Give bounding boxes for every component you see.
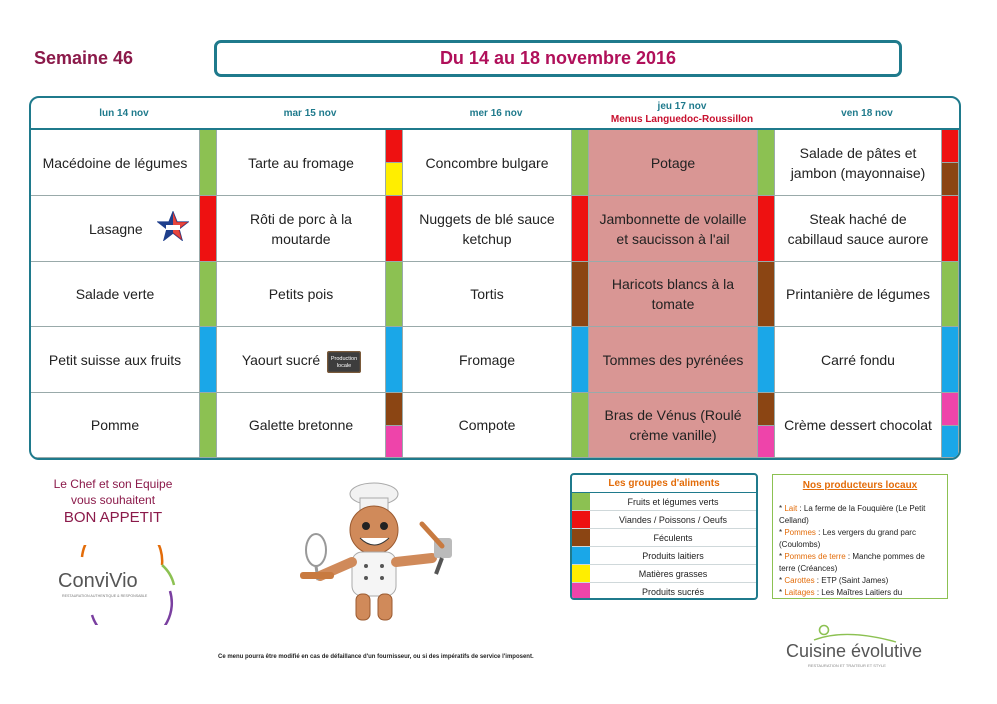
legend-item [572,565,756,583]
producer-item: * Lait : La ferme de la Fouquière (Le Petit Celland) [779,504,926,525]
food-group-strip-red [386,130,403,163]
legend-item [572,547,756,565]
dish-name: Jambonnette de volaille et saucisson à l'ail [599,210,747,247]
food-group-strip-blue [942,426,959,459]
food-group-strip-red [758,196,775,262]
food-group-strip-brown [942,163,959,196]
producers-title: Nos producteurs locaux [802,480,918,491]
food-group-strip-blue [386,327,403,393]
food-group-strip-red [572,196,589,262]
food-group-strip-pink [386,426,403,459]
food-group-strip-blue [572,327,589,393]
legend-label: Fruits et légumes verts [627,497,719,507]
food-group-strip-brown [758,393,775,426]
food-group-strip-red [942,130,959,163]
food-group-strip-green [386,262,403,327]
producer-product: Carottes [784,576,815,585]
producer-product: Pommes [784,528,816,537]
menu-cell [217,130,386,196]
legend-swatch [572,565,590,582]
dish-name: Yaourt sucré [241,351,321,368]
dish-name: Carré fondu [821,351,895,368]
day-label: ven 18 nov [841,107,893,119]
chef-greeting-line2: vous souhaitent [70,493,156,507]
dish-name: Macédoine de légumes [42,154,188,171]
producer-name: : La ferme de la Fouquière (Le Petit Celland) [779,504,926,525]
menu-cell [589,393,758,458]
food-group-strip-green [942,262,959,327]
disclaimer-text: Ce menu pourra être modifié en cas de défaillance d'un fournisseur, ou si des impératifs de service l'imposent. [218,654,534,660]
ce-name: Cuisine évolutive [786,641,923,661]
date-range-title: Du 14 au 18 novembre 2016 [214,40,902,77]
day-label: jeu 17 nov [657,101,707,112]
gingerbread-chef-illustration [296,480,466,630]
chalk-line1: Production [330,356,358,362]
menu-cell [775,130,942,196]
dish-name: Rôti de porc à la moutarde [250,210,352,247]
producer-name: : Les vergers du grand parc (Coulombs) [779,528,916,549]
menu-cell [589,130,758,196]
menu-cell [31,130,200,196]
origine-france-star-icon [157,211,189,241]
food-groups-legend [570,473,758,600]
cuisine-evolutive-logo [786,624,936,674]
day-label: mar 15 nov [283,107,337,119]
menu-cell [217,393,386,458]
day-header-4 [775,98,959,128]
menu-cell [403,196,572,262]
food-group-strip-yellow [386,163,403,196]
menu-cell [217,262,386,327]
dish-name: Concombre bulgare [425,154,549,171]
food-group-strip-red [942,196,959,262]
menu-cell [775,393,942,458]
dish-name: Crème dessert chocolat [784,417,932,433]
food-group-strip-pink [758,426,775,459]
producer-product: Lait [784,504,798,513]
legend-label: Produits sucrés [641,587,705,597]
food-group-strip-green [572,393,589,458]
dish-name: Salade verte [75,286,155,302]
day-header-0 [31,98,217,128]
food-group-strip-brown [386,393,403,426]
dish-name: Petits pois [268,286,334,302]
day-header-1 [217,98,403,128]
dish-name: Haricots blancs à la tomate [611,276,735,312]
chef-greeting [38,476,188,528]
legend-swatch [572,529,590,546]
producer-name: : ETP (Saint James) [814,576,889,585]
food-group-strip-blue [200,327,217,393]
producers-list [773,503,947,599]
production-locale-chalkboard-icon [327,351,361,373]
dish-name: Printanière de légumes [786,286,930,302]
chef-greeting-line3: BON APPETIT [63,509,163,526]
day-header-3 [589,98,775,128]
chef-greeting-line1: Le Chef et son Equipe [53,477,173,491]
legend-item [572,583,756,600]
legend-swatch [572,547,590,564]
dish-name: Tarte au fromage [248,154,354,171]
day-header-2 [403,98,589,128]
day-label: mer 16 nov [469,107,523,119]
food-group-strip-blue [758,327,775,393]
food-group-strip-green [200,130,217,196]
food-group-strip-pink [942,393,959,426]
convivio-logo [52,545,182,625]
menu-cell [403,130,572,196]
producer-name: : Manche pommes de terre (Créances) [779,552,925,573]
menu-cell [31,327,200,393]
convivio-tagline: RESTAURATION AUTHENTIQUE & RESPONSABLE [62,594,148,598]
day-header-row [31,98,959,130]
legend-label: Féculents [653,533,693,543]
legend-item [572,511,756,529]
menu-cell [775,327,942,393]
chalk-line2: locale [336,363,352,369]
producer-item: * Laitages : Les Maîtres Laitiers du [779,588,903,597]
convivio-name: ConviVio [58,570,138,592]
menu-cell [403,393,572,458]
menu-cell [589,262,758,327]
dish-name: Pomme [90,417,140,433]
menu-cell [775,196,942,262]
local-producers-box [772,474,948,599]
food-group-strip-brown [758,262,775,327]
legend-label: Matières grasses [638,569,708,579]
dish-name: Fromage [458,351,516,368]
producer-item: * Pommes : Les vergers du grand parc (Coulombs) [779,528,916,549]
dish-name: Steak haché de cabillaud sauce aurore [787,210,929,247]
menu-table [29,96,961,460]
producer-product: Laitages [784,588,815,597]
dish-name: Tortis [470,286,504,302]
food-group-strip-green [572,130,589,196]
food-group-strip-red [386,196,403,262]
menu-cell [775,262,942,327]
day-sublabel: Menus Languedoc-Roussillon [610,114,754,125]
menu-cell [589,196,758,262]
menu-cell [403,327,572,393]
food-group-strip-green [200,393,217,458]
producer-product: Pommes de terre [784,552,846,561]
food-group-strip-green [758,130,775,196]
food-group-strip-green [200,262,217,327]
dish-name: Compote [458,417,516,433]
legend-swatch [572,511,590,528]
menu-cell [589,327,758,393]
dish-name: Bras de Vénus (Roulé crème vanille) [604,407,742,443]
producer-name: : Les Maîtres Laitiers du [814,588,903,597]
menu-cell [217,196,386,262]
dish-name: Tommes des pyrénées [602,351,744,368]
legend-item [572,529,756,547]
menu-cell [403,262,572,327]
day-label: lun 14 nov [99,107,149,119]
dish-name: Galette bretonne [248,417,354,433]
week-label: Semaine 46 [34,48,134,68]
producer-item: * Pommes de terre : Manche pommes de terre (Créances) [779,552,925,573]
legend-title: Les groupes d'aliments [572,475,756,493]
dish-name: Salade de pâtes et jambon (mayonnaise) [790,144,926,181]
menu-cell [31,262,200,327]
ce-tagline: RESTAURATION ET TRAITEUR ET STYLE [808,663,886,668]
menu-cell [31,393,200,458]
legend-swatch [572,583,590,600]
food-group-strip-blue [942,327,959,393]
dish-name: Nuggets de blé sauce ketchup [419,210,555,247]
food-group-strip-red [200,196,217,262]
legend-swatch [572,493,590,510]
producer-item: * Carottes : ETP (Saint James) [779,576,889,585]
legend-item [572,493,756,511]
food-group-strip-brown [572,262,589,327]
dish-name: Petit suisse aux fruits [48,351,182,368]
legend-label: Produits laitiers [642,551,704,561]
dish-name: Potage [650,154,696,171]
legend-label: Viandes / Poissons / Oeufs [619,515,727,525]
dish-name: Lasagne [89,220,143,237]
